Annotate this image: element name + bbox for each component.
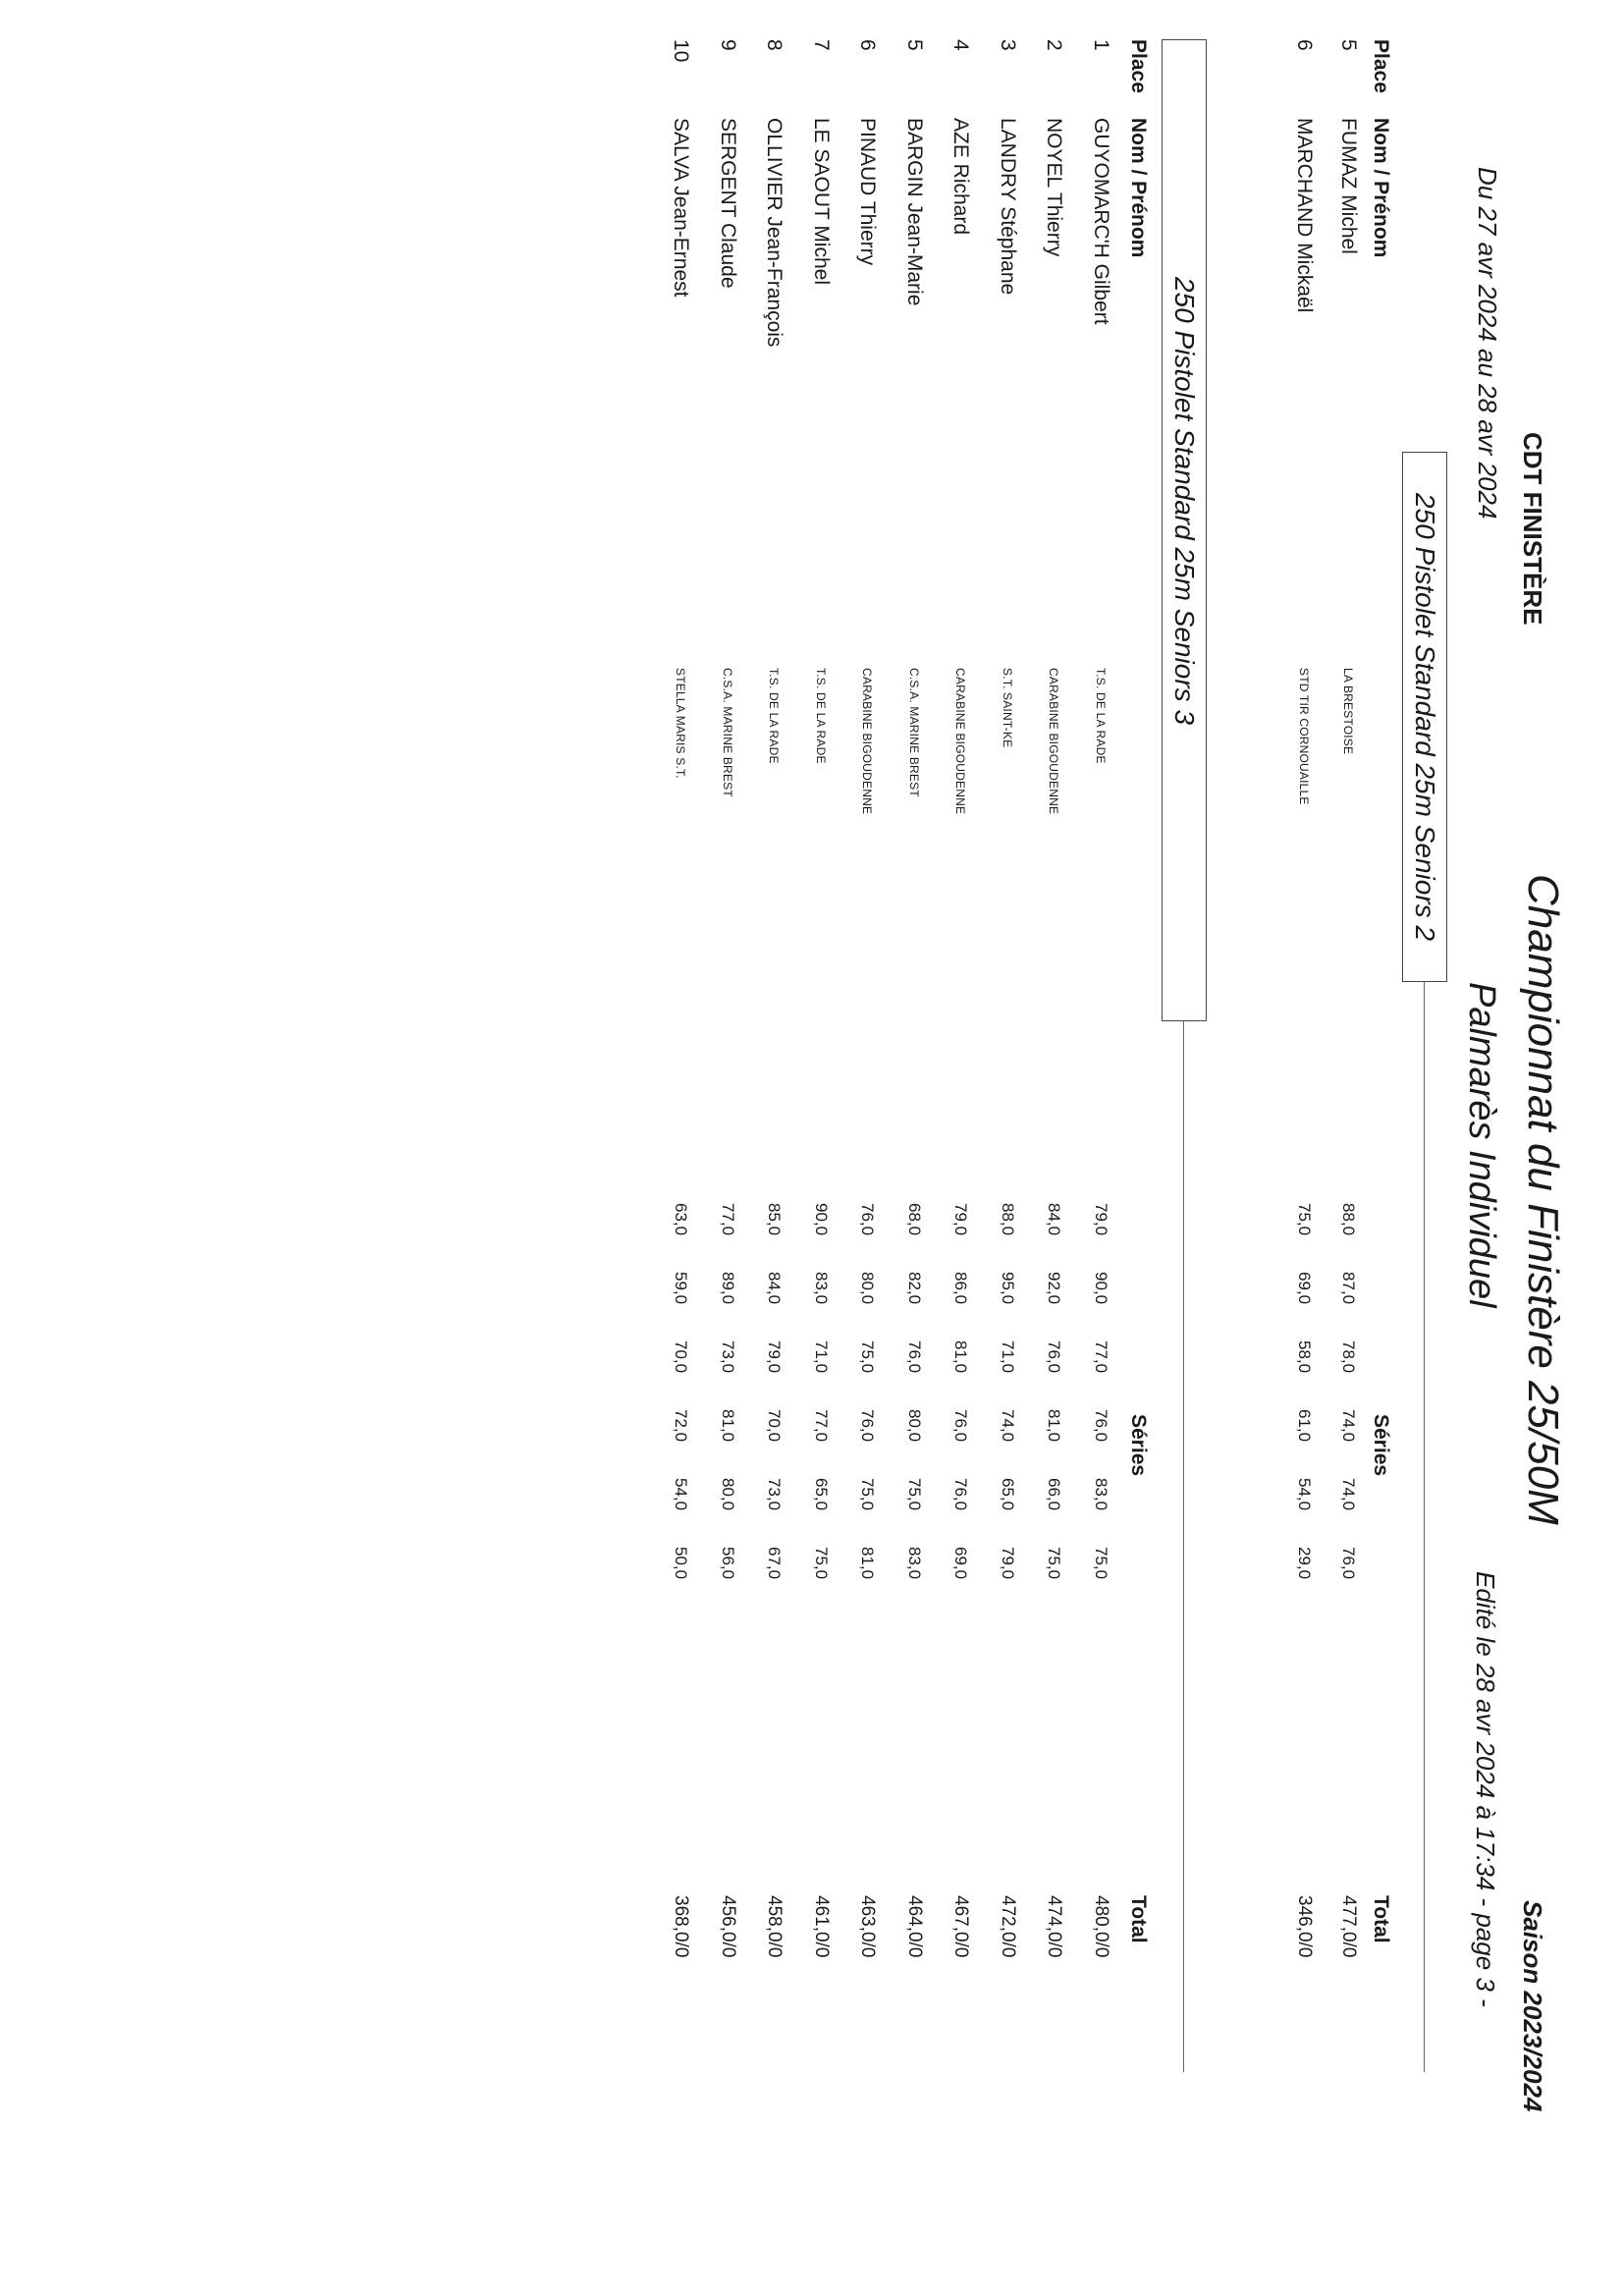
shooter-name-cell: BARGIN Jean-Marie (903, 118, 926, 306)
series-score-cell: 86,0 (951, 1272, 971, 1305)
series-score-cell: 76,0 (858, 1203, 878, 1236)
shooter-name-cell: LANDRY Stéphane (997, 118, 1019, 296)
total-cell: 464,0/0 (904, 1895, 925, 1958)
section-title-box (1162, 39, 1207, 1021)
total-cell: 480,0/0 (1091, 1895, 1111, 1958)
place-cell: 8 (763, 39, 786, 51)
total-cell: 461,0/0 (811, 1895, 832, 1958)
series-score-cell: 75,0 (812, 1547, 831, 1580)
series-score-cell: 90,0 (812, 1203, 831, 1236)
series-score-cell: 63,0 (672, 1203, 691, 1236)
championship-title: Championnat du Finistère 25/50M (1519, 874, 1567, 1525)
event-dates: Du 27 avr 2024 au 28 avr 2024 (1473, 167, 1502, 519)
section-rule (1183, 1021, 1184, 2072)
col-name-header: Nom / Prénom (1127, 118, 1150, 258)
series-score-cell: 76,0 (858, 1409, 878, 1443)
series-score-cell: 76,0 (1092, 1409, 1110, 1443)
series-score-cell: 83,0 (905, 1547, 924, 1580)
series-score-cell: 87,0 (1339, 1272, 1358, 1305)
series-score-cell: 88,0 (999, 1203, 1017, 1236)
table-row (713, 0, 742, 2296)
col-series-header: Séries (1127, 1414, 1150, 1477)
series-score-cell: 65,0 (999, 1478, 1017, 1511)
club-cell: STD TIR CORNOUAILLE (1297, 668, 1311, 805)
table-row (760, 0, 789, 2296)
series-score-cell: 95,0 (999, 1272, 1017, 1305)
series-score-cell: 76,0 (905, 1340, 924, 1374)
col-place-header: Place (1370, 39, 1392, 93)
club-cell: C.S.A. MARINE BREST (721, 668, 734, 797)
organization-name: CDT FINISTÈRE (1518, 432, 1547, 626)
place-cell: 5 (1337, 39, 1360, 51)
club-cell: C.S.A. MARINE BREST (907, 668, 921, 797)
series-score-cell: 81,0 (858, 1547, 878, 1580)
total-cell: 463,0/0 (857, 1895, 879, 1958)
series-score-cell: 77,0 (812, 1409, 831, 1443)
series-score-cell: 89,0 (719, 1272, 737, 1305)
series-score-cell: 74,0 (1339, 1409, 1358, 1443)
series-score-cell: 70,0 (765, 1409, 785, 1443)
total-cell: 456,0/0 (718, 1895, 738, 1958)
club-cell: T.S. DE LA RADE (814, 668, 828, 764)
total-cell: 472,0/0 (998, 1895, 1018, 1958)
table-row (1289, 0, 1319, 2296)
club-cell: CARABINE BIGOUDENNE (953, 668, 968, 815)
club-cell: T.S. DE LA RADE (1094, 668, 1108, 764)
series-score-cell: 54,0 (1295, 1478, 1314, 1511)
place-cell: 1 (1090, 39, 1112, 51)
series-score-cell: 80,0 (905, 1409, 924, 1443)
total-cell: 346,0/0 (1294, 1895, 1315, 1958)
series-score-cell: 74,0 (999, 1409, 1017, 1443)
total-cell: 368,0/0 (671, 1895, 692, 1958)
series-score-cell: 75,0 (858, 1478, 878, 1511)
series-score-cell: 78,0 (1339, 1340, 1358, 1374)
series-score-cell: 79,0 (765, 1340, 785, 1374)
club-cell: STELLA MARIS S.T. (674, 668, 688, 779)
series-score-cell: 58,0 (1295, 1340, 1314, 1374)
series-score-cell: 79,0 (999, 1547, 1017, 1580)
section-rule (1424, 982, 1425, 2072)
table-row (853, 0, 883, 2296)
col-total-header: Total (1127, 1895, 1150, 1943)
series-score-cell: 84,0 (1045, 1203, 1064, 1236)
place-cell: 4 (949, 39, 973, 51)
series-score-cell: 75,0 (1295, 1203, 1314, 1236)
series-score-cell: 83,0 (1092, 1478, 1110, 1511)
table-row (947, 0, 976, 2296)
shooter-name-cell: LE SAOUT Michel (810, 118, 833, 285)
series-score-cell: 75,0 (1092, 1547, 1110, 1580)
col-series-header: Séries (1370, 1414, 1392, 1477)
shooter-name-cell: OLLIVIER Jean-François (763, 118, 786, 348)
series-score-cell: 83,0 (812, 1272, 831, 1305)
series-score-cell: 80,0 (858, 1272, 878, 1305)
col-total-header: Total (1370, 1895, 1392, 1943)
table-row (667, 0, 696, 2296)
series-score-cell: 73,0 (719, 1340, 737, 1374)
place-cell: 5 (903, 39, 926, 51)
place-cell: 6 (856, 39, 880, 51)
place-cell: 9 (717, 39, 739, 51)
section-title-box (1402, 452, 1447, 982)
series-score-cell: 73,0 (765, 1478, 785, 1511)
series-score-cell: 71,0 (812, 1340, 831, 1374)
series-score-cell: 72,0 (672, 1409, 691, 1443)
table-row (806, 0, 836, 2296)
series-score-cell: 92,0 (1045, 1272, 1064, 1305)
section-title: 250 Pistolet Standard 25m Seniors 3 (1169, 276, 1200, 726)
series-score-cell: 75,0 (858, 1340, 878, 1374)
ranking-subtitle: Palmarès Individuel (1461, 982, 1502, 1308)
series-score-cell: 84,0 (765, 1272, 785, 1305)
shooter-name-cell: PINAUD Thierry (856, 118, 880, 266)
season-label: Saison 2023/2024 (1518, 1900, 1547, 2112)
series-score-cell: 59,0 (672, 1272, 691, 1305)
series-score-cell: 71,0 (999, 1340, 1017, 1374)
total-cell: 474,0/0 (1044, 1895, 1065, 1958)
total-cell: 458,0/0 (764, 1895, 785, 1958)
series-score-cell: 61,0 (1295, 1409, 1314, 1443)
series-score-cell: 66,0 (1045, 1478, 1064, 1511)
series-score-cell: 29,0 (1295, 1547, 1314, 1580)
series-score-cell: 79,0 (951, 1203, 971, 1236)
series-score-cell: 76,0 (1339, 1547, 1358, 1580)
shooter-name-cell: AZE Richard (949, 118, 973, 236)
place-cell: 3 (997, 39, 1019, 51)
series-score-cell: 65,0 (812, 1478, 831, 1511)
total-cell: 467,0/0 (950, 1895, 972, 1958)
series-score-cell: 69,0 (951, 1547, 971, 1580)
place-cell: 10 (670, 39, 693, 63)
edition-stamp: Edité le 28 avr 2024 à 17:34 - page 3 - (1471, 1571, 1500, 2007)
club-cell: T.S. DE LA RADE (767, 668, 782, 764)
section-title: 250 Pistolet Standard 25m Seniors 2 (1410, 492, 1440, 942)
series-score-cell: 81,0 (719, 1409, 737, 1443)
series-score-cell: 75,0 (1045, 1547, 1064, 1580)
series-score-cell: 80,0 (719, 1478, 737, 1511)
table-row (1040, 0, 1069, 2296)
place-cell: 2 (1043, 39, 1066, 51)
table-row (993, 0, 1022, 2296)
shooter-name-cell: NOYEL Thierry (1043, 118, 1066, 257)
series-score-cell: 56,0 (719, 1547, 737, 1580)
series-score-cell: 76,0 (1045, 1340, 1064, 1374)
series-score-cell: 70,0 (672, 1340, 691, 1374)
series-score-cell: 74,0 (1339, 1478, 1358, 1511)
club-cell: LA BRESTOISE (1341, 668, 1355, 755)
series-score-cell: 75,0 (905, 1478, 924, 1511)
shooter-name-cell: GUYOMARC'H Gilbert (1090, 118, 1112, 325)
shooter-name-cell: SALVA Jean-Ernest (670, 118, 693, 298)
series-score-cell: 50,0 (672, 1547, 691, 1580)
club-cell: CARABINE BIGOUDENNE (1047, 668, 1061, 815)
total-cell: 477,0/0 (1338, 1895, 1359, 1958)
place-cell: 6 (1293, 39, 1316, 51)
series-score-cell: 88,0 (1339, 1203, 1358, 1236)
series-score-cell: 77,0 (1092, 1340, 1110, 1374)
series-score-cell: 79,0 (1092, 1203, 1110, 1236)
club-cell: CARABINE BIGOUDENNE (860, 668, 875, 815)
shooter-name-cell: FUMAZ Michel (1337, 118, 1360, 254)
club-cell: S.T. SAINT-KE (1001, 668, 1014, 748)
series-score-cell: 85,0 (765, 1203, 785, 1236)
series-score-cell: 82,0 (905, 1272, 924, 1305)
series-score-cell: 76,0 (951, 1478, 971, 1511)
series-score-cell: 81,0 (1045, 1409, 1064, 1443)
series-score-cell: 67,0 (765, 1547, 785, 1580)
series-score-cell: 69,0 (1295, 1272, 1314, 1305)
series-score-cell: 76,0 (951, 1409, 971, 1443)
shooter-name-cell: MARCHAND Mickaël (1293, 118, 1316, 313)
series-score-cell: 54,0 (672, 1478, 691, 1511)
col-name-header: Nom / Prénom (1370, 118, 1392, 258)
shooter-name-cell: SERGENT Claude (717, 118, 739, 289)
series-score-cell: 81,0 (951, 1340, 971, 1374)
table-row (1086, 0, 1115, 2296)
series-score-cell: 77,0 (719, 1203, 737, 1236)
series-score-cell: 90,0 (1092, 1272, 1110, 1305)
col-place-header: Place (1127, 39, 1150, 93)
place-cell: 7 (810, 39, 833, 51)
table-row (899, 0, 929, 2296)
series-score-cell: 68,0 (905, 1203, 924, 1236)
table-row (1333, 0, 1363, 2296)
